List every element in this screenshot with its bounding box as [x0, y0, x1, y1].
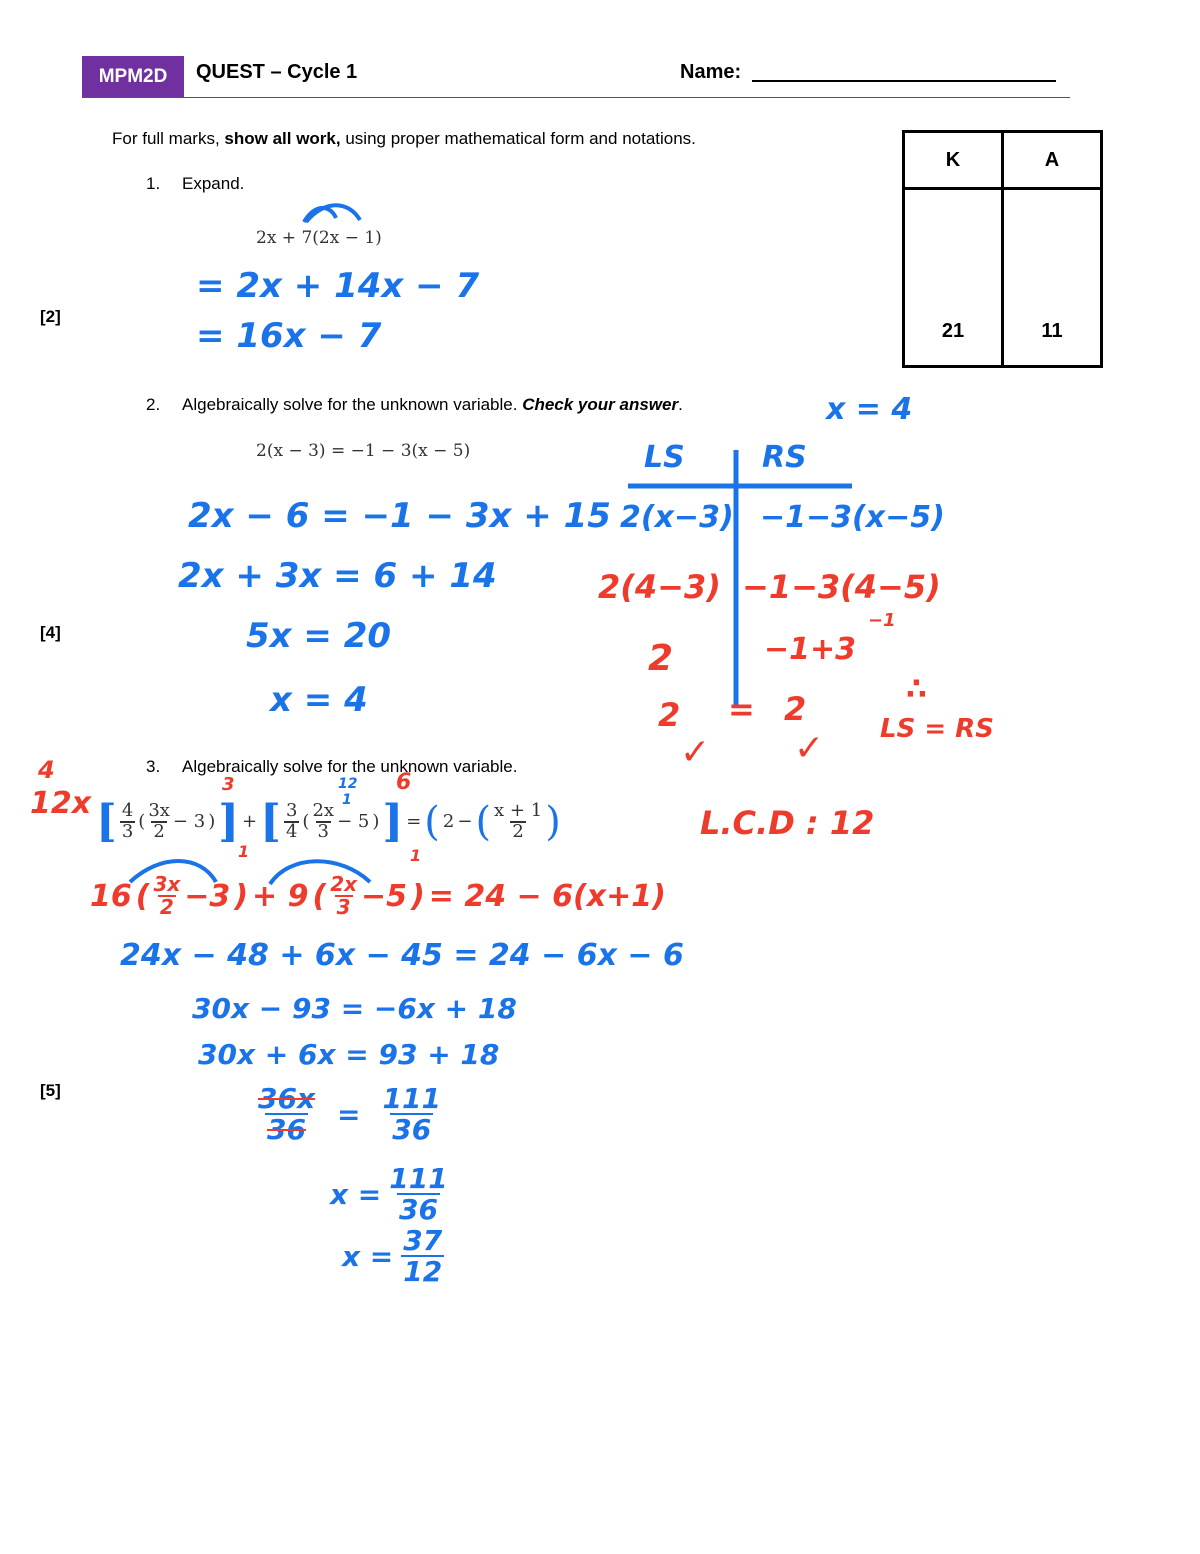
- q3-red-open-2: (: [312, 878, 327, 914]
- q2-small-note: −1: [868, 610, 896, 631]
- q3-t2-open: (: [302, 811, 310, 832]
- q2-ls-row-2: 2(4−3): [598, 568, 721, 606]
- q3-t2-left-bracket: [: [260, 796, 281, 847]
- q3-equals: =: [406, 811, 422, 832]
- q2-ls-row-1: 2(x−3): [620, 500, 734, 535]
- q3-multiplier-reduced: 4: [38, 756, 55, 784]
- q2-marks: [4]: [40, 623, 61, 642]
- q3-t2-close: ): [372, 811, 380, 832]
- q2-work-line-3: 5x = 20: [246, 616, 392, 656]
- q1-work-line-2: = 16x − 7: [196, 316, 382, 356]
- q2-number: 2.: [146, 395, 161, 414]
- instructions-bold: show all work,: [224, 129, 341, 148]
- q3-step-x2-lhs: x =: [342, 1239, 394, 1273]
- q3-rhs-left-bracket: (: [424, 798, 440, 845]
- q3-red-rhs: = 24 − 6(x+1): [428, 878, 666, 914]
- q2-work-line-4: x = 4: [270, 680, 368, 720]
- q1-marks: [2]: [40, 307, 61, 326]
- q3-t2-const: − 5: [337, 811, 370, 832]
- header-divider: [82, 97, 1070, 98]
- q3-rhs-frac-left-bracket: (: [475, 798, 492, 845]
- q3-work-line-3: 30x + 6x = 93 + 18: [198, 1038, 500, 1071]
- q2-prompt: [182, 394, 683, 416]
- q3-div-rhs: $\frac{111}{36}$: [382, 1082, 441, 1147]
- q2-ls-row-4: 2: [658, 696, 681, 734]
- q1-number: 1.: [146, 174, 161, 193]
- q2-prompt-text: Algebraically solve for the unknown variable.: [182, 395, 523, 414]
- q3-rhs-right-bracket: ): [545, 798, 561, 845]
- q3-step-x2-frac: $\frac{37}{12}$: [403, 1224, 443, 1289]
- q1-expression: 2x + 7(2x − 1): [256, 228, 382, 248]
- q3-red-coef-9: + 9: [252, 878, 309, 914]
- q3-red-close-1: ): [234, 878, 249, 914]
- q3-rhs-minus: −: [457, 811, 473, 832]
- q3-red-close-2: ): [411, 878, 425, 914]
- q3-red-coef-16: 16: [90, 878, 132, 914]
- score-value-a: 11: [1003, 189, 1102, 367]
- q2-conclusion: LS = RS: [880, 714, 994, 744]
- q3-rhs-const: 2: [442, 811, 455, 832]
- q3-t1-const: − 3: [172, 811, 206, 832]
- q2-equals-sign: =: [728, 690, 755, 728]
- instructions: [112, 128, 696, 150]
- q3-t1-close: ): [208, 811, 216, 832]
- q3-red-const-1: −3: [184, 878, 231, 914]
- q2-prompt-emphasis: Check your answer: [522, 395, 679, 414]
- q2-therefore-symbol: ∴: [906, 672, 927, 707]
- q1-prompt: Expand.: [182, 174, 245, 193]
- q3-step-x1: [330, 1164, 448, 1225]
- q1-distribution-arrows: [296, 200, 376, 232]
- q3-annot-below-rhs: 1: [410, 846, 422, 865]
- q2-rs-row-2: −1−3(4−5): [742, 568, 941, 606]
- q2-expression: 2(x − 3) = −1 − 3(x − 5): [256, 441, 471, 461]
- q3-expression: [96, 796, 561, 847]
- score-table: [902, 130, 1103, 368]
- score-header-k: K: [904, 132, 1003, 189]
- q3-step-x1-frac: $\frac{111}{36}$: [389, 1162, 448, 1227]
- q2-rs-row-4: 2: [784, 690, 807, 728]
- q3-work-line-1: 24x − 48 + 6x − 45 = 24 − 6x − 6: [120, 938, 684, 973]
- q3-t2-right-bracket: ]: [382, 796, 404, 847]
- q2-work-line-1: 2x − 6 = −1 − 3x + 15: [188, 496, 611, 536]
- q3-prompt: Algebraically solve for the unknown variable.: [182, 757, 518, 776]
- q3-lcd: L.C.D : 12: [700, 804, 875, 842]
- q3-annot-above-rhs1-den: 1: [342, 792, 352, 808]
- q2-ls-row-3: 2: [648, 638, 674, 679]
- page-title: QUEST – Cycle 1: [196, 61, 358, 83]
- instructions-prefix: For full marks,: [112, 129, 225, 148]
- q3-red-open-1: (: [135, 878, 150, 914]
- q3-number: 3.: [146, 757, 161, 776]
- q3-work-line-2: 30x − 93 = −6x + 18: [192, 992, 517, 1025]
- q3-annot-above-rhs2: 6: [396, 770, 412, 795]
- q3-red-frac-2: $\frac{2x}{3}$: [330, 872, 358, 919]
- q3-marks: [5]: [40, 1081, 61, 1100]
- q3-t2-inner: $\frac{2x}{3}$: [312, 799, 335, 842]
- q3-rhs-frac: $\frac{x + 1}{2}$: [494, 799, 543, 842]
- q3-step-x1-lhs: x =: [330, 1177, 382, 1211]
- instructions-suffix: using proper mathematical form and notations.: [340, 129, 696, 148]
- q3-t1-open: (: [138, 811, 146, 832]
- q2-prompt-end: .: [678, 395, 683, 414]
- name-label: Name:: [680, 61, 742, 83]
- q1-work-line-1: = 2x + 14x − 7: [196, 266, 480, 306]
- q2-rs-row-1: −1−3(x−5): [760, 500, 945, 535]
- q2-ls-header: LS: [644, 440, 685, 475]
- q2-rs-header: RS: [762, 440, 807, 475]
- q3-annot-above-t2: 3: [222, 774, 235, 795]
- q3-division-step: [258, 1084, 441, 1145]
- q2-rs-check-mark: ✓: [794, 728, 825, 769]
- q3-red-frac-1: $\frac{3x}{2}$: [153, 872, 181, 919]
- q3-multiplier: 12x: [30, 786, 92, 821]
- q3-div-eq: =: [337, 1097, 361, 1131]
- course-code-badge: MPM2D: [82, 56, 184, 98]
- q3-div-lhs: $\frac{36x}{36}$: [258, 1082, 316, 1147]
- q3-t1-inner: $\frac{3x}{2}$: [148, 799, 170, 842]
- q2-ls-check-mark: ✓: [680, 732, 711, 773]
- q3-step-x2: [342, 1226, 444, 1287]
- q3-t1-right-bracket: ]: [218, 796, 240, 847]
- q3-plus: +: [242, 811, 258, 832]
- score-value-k: 21: [904, 189, 1003, 367]
- q3-red-work-line: [90, 874, 666, 918]
- q2-answer-note: x = 4: [826, 392, 913, 427]
- q3-t2-coef: $\frac{3}{4}$: [285, 799, 298, 842]
- name-field-line[interactable]: [752, 80, 1056, 82]
- q2-work-line-2: 2x + 3x = 6 + 14: [178, 556, 497, 596]
- score-header-a: A: [1003, 132, 1102, 189]
- q3-annot-above-rhs1: 12: [338, 776, 358, 792]
- q2-rs-row-3: −1+3: [764, 632, 857, 667]
- q3-red-const-2: −5: [361, 878, 408, 914]
- q3-left-bracket: [: [96, 796, 117, 847]
- q3-annot-below-t2: 1: [238, 842, 250, 861]
- q3-t1-coef: $\frac{4}{3}$: [121, 799, 134, 842]
